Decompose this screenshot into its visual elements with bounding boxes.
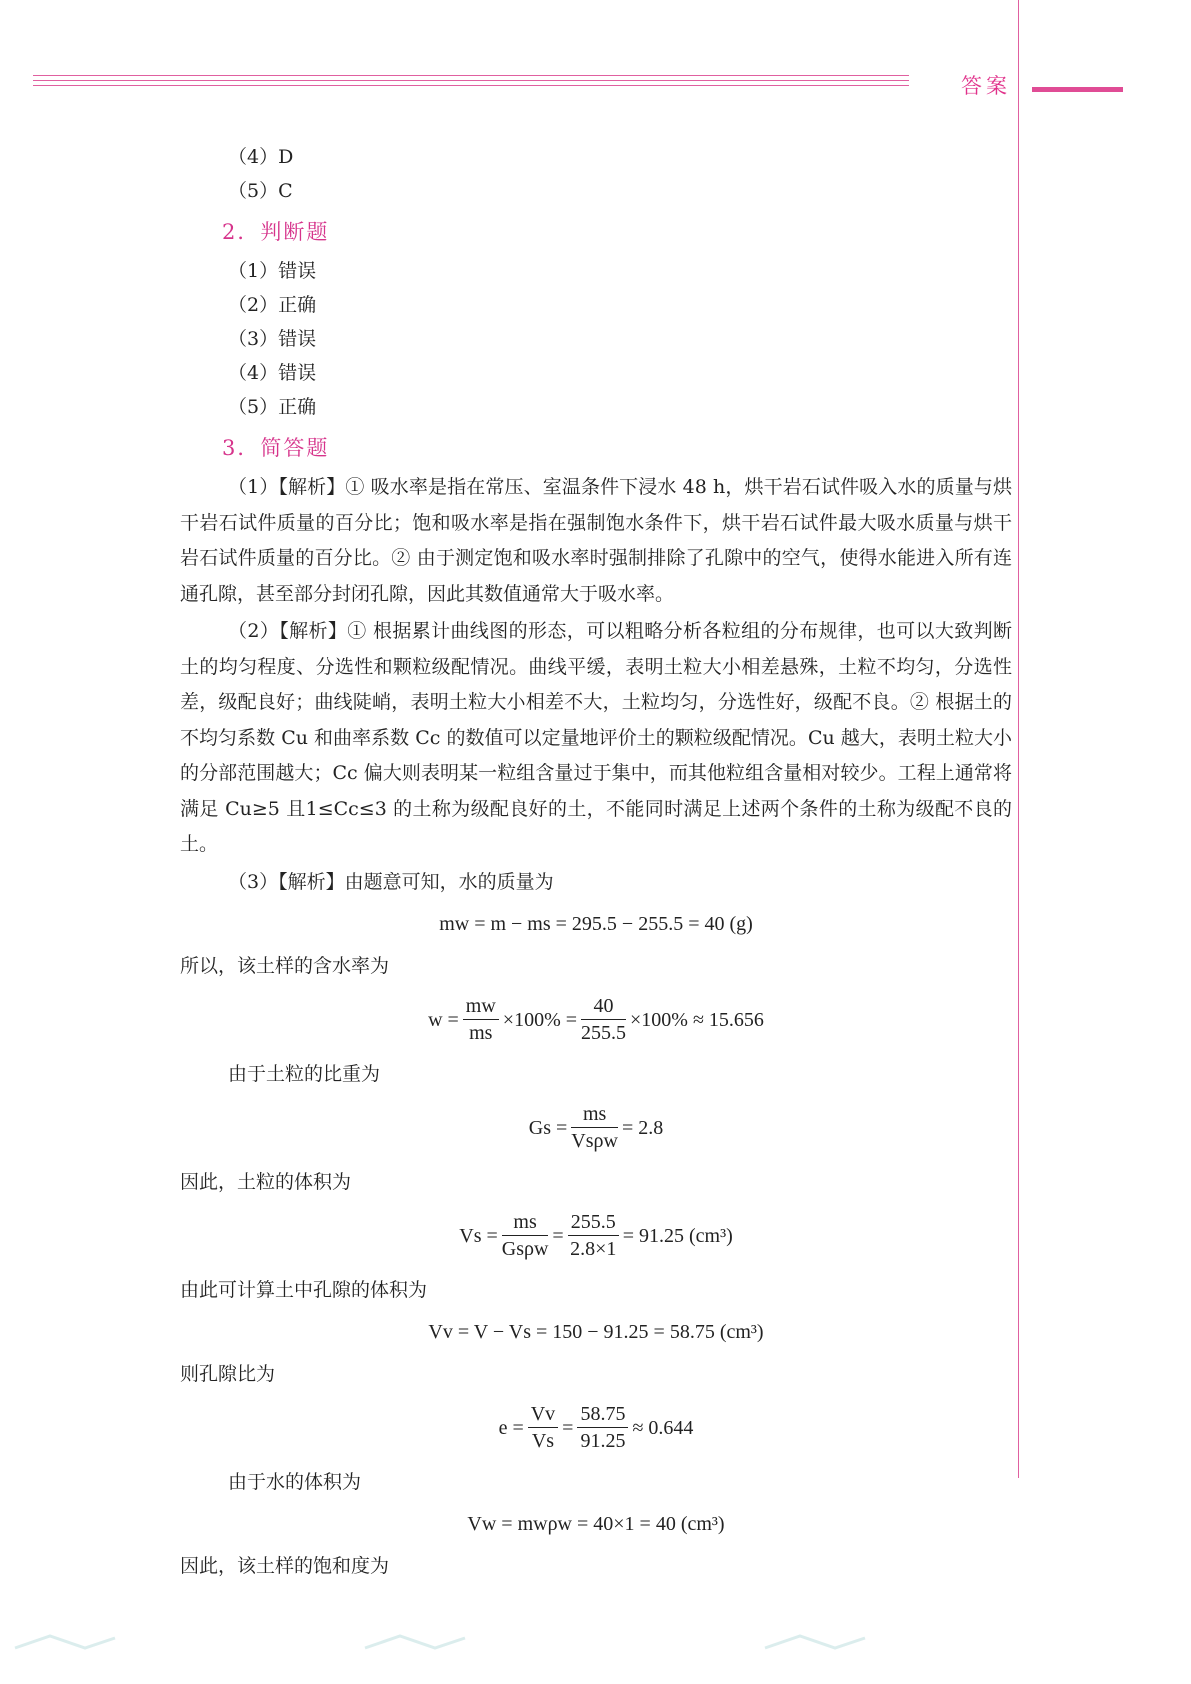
formula-void-ratio: e = $\frac{Vv}{Vs}$ = $\frac{58.75}{91.25}$ ≈ 0.644 (498, 1403, 694, 1452)
watermark-icon (10, 1630, 120, 1654)
header-label: 答案 (961, 74, 1011, 98)
text-line: 由此可计算土中孔隙的体积为 (180, 1278, 428, 1301)
formula-water-volume: Vw = mwρw = 40×1 = 40 (cm³) (467, 1512, 725, 1535)
header-rule (33, 75, 909, 90)
text-line: 因此，该土样的饱和度为 (180, 1554, 390, 1577)
watermark-icon (360, 1630, 470, 1654)
watermark-icon (760, 1630, 870, 1654)
answer-item: （4）错误 (228, 362, 317, 384)
answer-paragraph-3-intro: （3）【解析】由题意可知，水的质量为 (228, 870, 554, 893)
text-line: 则孔隙比为 (180, 1362, 276, 1385)
answer-item: （5）正确 (228, 396, 317, 418)
formula-water-mass: mw = m − ms = 295.5 − 255.5 = 40 (g) (439, 912, 753, 935)
answer-item: （4）D (228, 146, 294, 168)
text-line: 由于水的体积为 (228, 1470, 362, 1493)
answer-item: （1）错误 (228, 260, 317, 282)
text-line: 因此，土粒的体积为 (180, 1170, 352, 1193)
margin-accent-bar (1032, 87, 1123, 92)
margin-rule (1018, 0, 1019, 1478)
answer-item: （3）错误 (228, 328, 317, 350)
formula-solid-volume: Vs = $\frac{ms}{\text{Gsρw}}$ = $\frac{255.5}{2.8\times 1}$ = 91.25 (cm³) (459, 1211, 733, 1260)
answer-paragraph-2: （2）【解析】① 根据累计曲线图的形态，可以粗略分析各粒组的分布规律，也可以大致判断土的均匀程度、分选性和颗粒级配情况。曲线平缓，表明土粒大小相差悬殊，土粒不均匀，分选性差，级配良好；曲线陡峭，表明土粒大小相差不大，土粒均匀，分选性好，级配不良。② 根据土的不均匀系数 Cu 和曲率系数 Cc 的数值可以定量地评价土的颗粒级配情况。Cu 越大，表明土粒大小的分部范围越大；Cc 偏大则表明某一粒组含量过于集中，而其他粒组含量相对较少。工程上通常将满足 Cu≥5 且1≤Cc≤3 的土称为级配良好的土，不能同时满足上述两个条件的土称为级配不良的土。 (180, 620, 1012, 855)
formula-void-volume: Vv = V − Vs = 150 − 91.25 = 58.75 (cm³) (428, 1320, 764, 1343)
section-title-judgment: 2．判断题 (222, 220, 330, 244)
text-line: 由于土粒的比重为 (228, 1062, 381, 1085)
text-line: 所以，该土样的含水率为 (180, 954, 390, 977)
answer-item: （5）C (228, 180, 293, 202)
formula-water-content: w = $\frac{mw}{ms}$ ×100% = $\frac{40}{255.5}$ ×100% ≈ 15.656 (428, 995, 764, 1044)
formula-specific-gravity: Gs = $\frac{ms}{\text{Vsρw}}$ = 2.8 (528, 1103, 664, 1152)
answer-paragraph-1: （1）【解析】① 吸水率是指在常压、室温条件下浸水 48 h，烘干岩石试件吸入水的质量与烘干岩石试件质量的百分比；饱和吸水率是指在强制饱水条件下，烘干岩石试件最大吸水质量与烘干岩石试件质量的百分比。② 由于测定饱和吸水率时强制排除了孔隙中的空气，使得水能进入所有连通孔隙，甚至部分封闭孔隙，因此其数值通常大于吸水率。 (180, 476, 1012, 605)
section-title-short-answer: 3．简答题 (222, 436, 330, 460)
answer-item: （2）正确 (228, 294, 317, 316)
page-body (180, 140, 1012, 1583)
